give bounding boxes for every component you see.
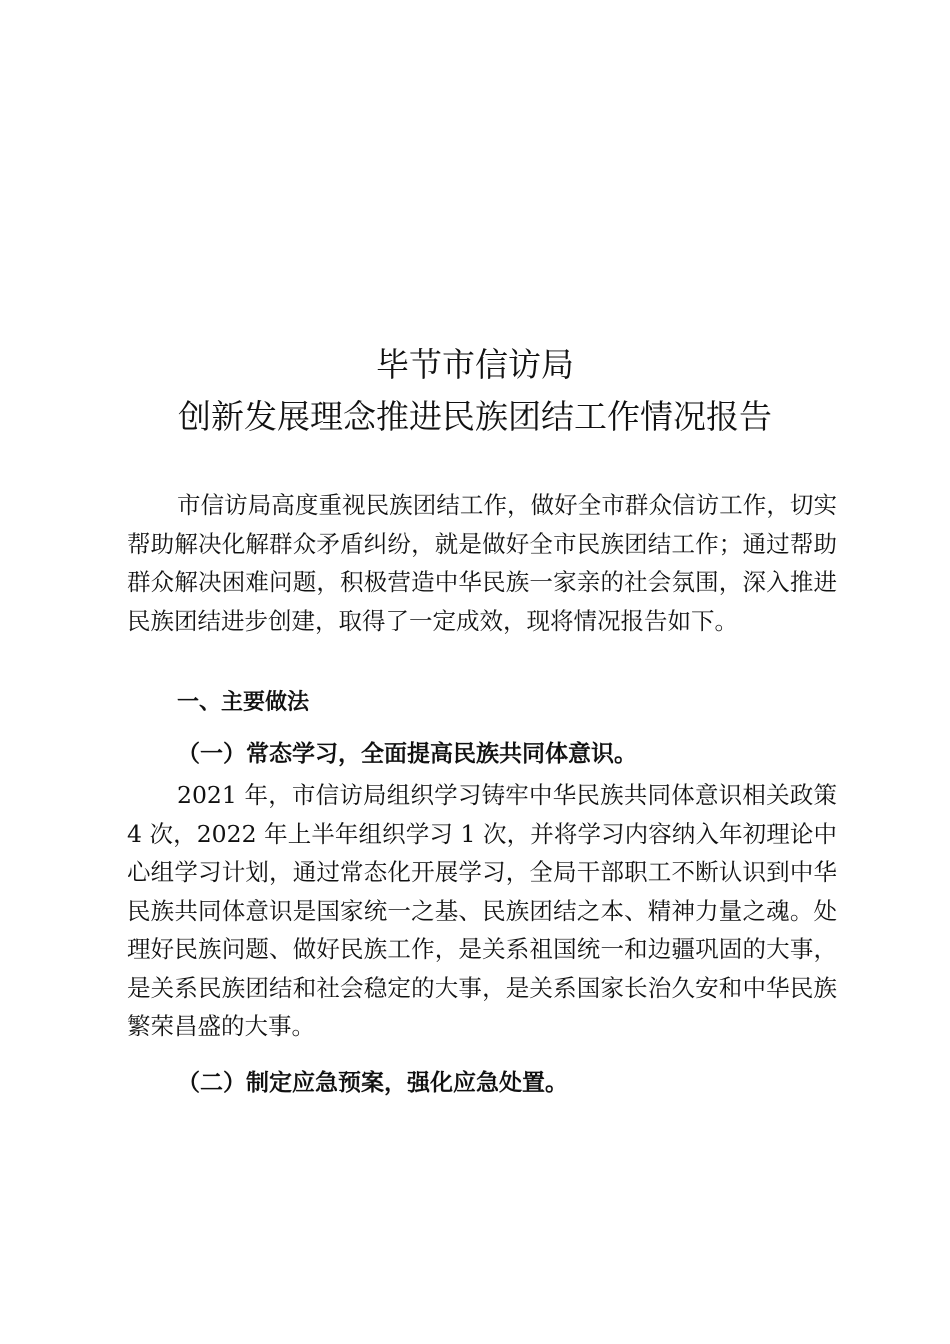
section-heading-main-practices: 一、主要做法 xyxy=(177,690,310,715)
subsection-heading-emergency-plan: （二）制定应急预案，强化应急处置。 xyxy=(177,1070,568,1096)
document-title-line-2: 创新发展理念推进民族团结工作情况报告 xyxy=(178,397,772,436)
subsection-1-paragraph: 2021 年，市信访局组织学习铸牢中华民族共同体意识相关政策 4 次，2022 年上半年组织学习 1 次，并将学习内容纳入年初理论中心组学习计划，通过常态化开展学习，全局干部职工不断认识到中华民族共同体意识是国家统一之基、民族团结之本、精神力量之魂。处理好民族问题、做好民族工作，是关系祖国统一和边疆巩固的大事，是关系民族团结和社会稳定的大事，是关系国家长治久安和中华民族繁荣昌盛的大事。 xyxy=(127,781,837,1040)
intro-paragraph: 市信访局高度重视民族团结工作，做好全市群众信访工作，切实帮助解决化解群众矛盾纠纷，就是做好全市民族团结工作；通过帮助群众解决困难问题，积极营造中华民族一家亲的社会氛围，深入推进民族团结进步创建，取得了一定成效，现将情况报告如下。 xyxy=(127,491,837,635)
subsection-heading-regular-study: （一）常态学习，全面提高民族共同体意识。 xyxy=(177,741,637,767)
document-title-line-1: 毕节市信访局 xyxy=(376,345,574,384)
